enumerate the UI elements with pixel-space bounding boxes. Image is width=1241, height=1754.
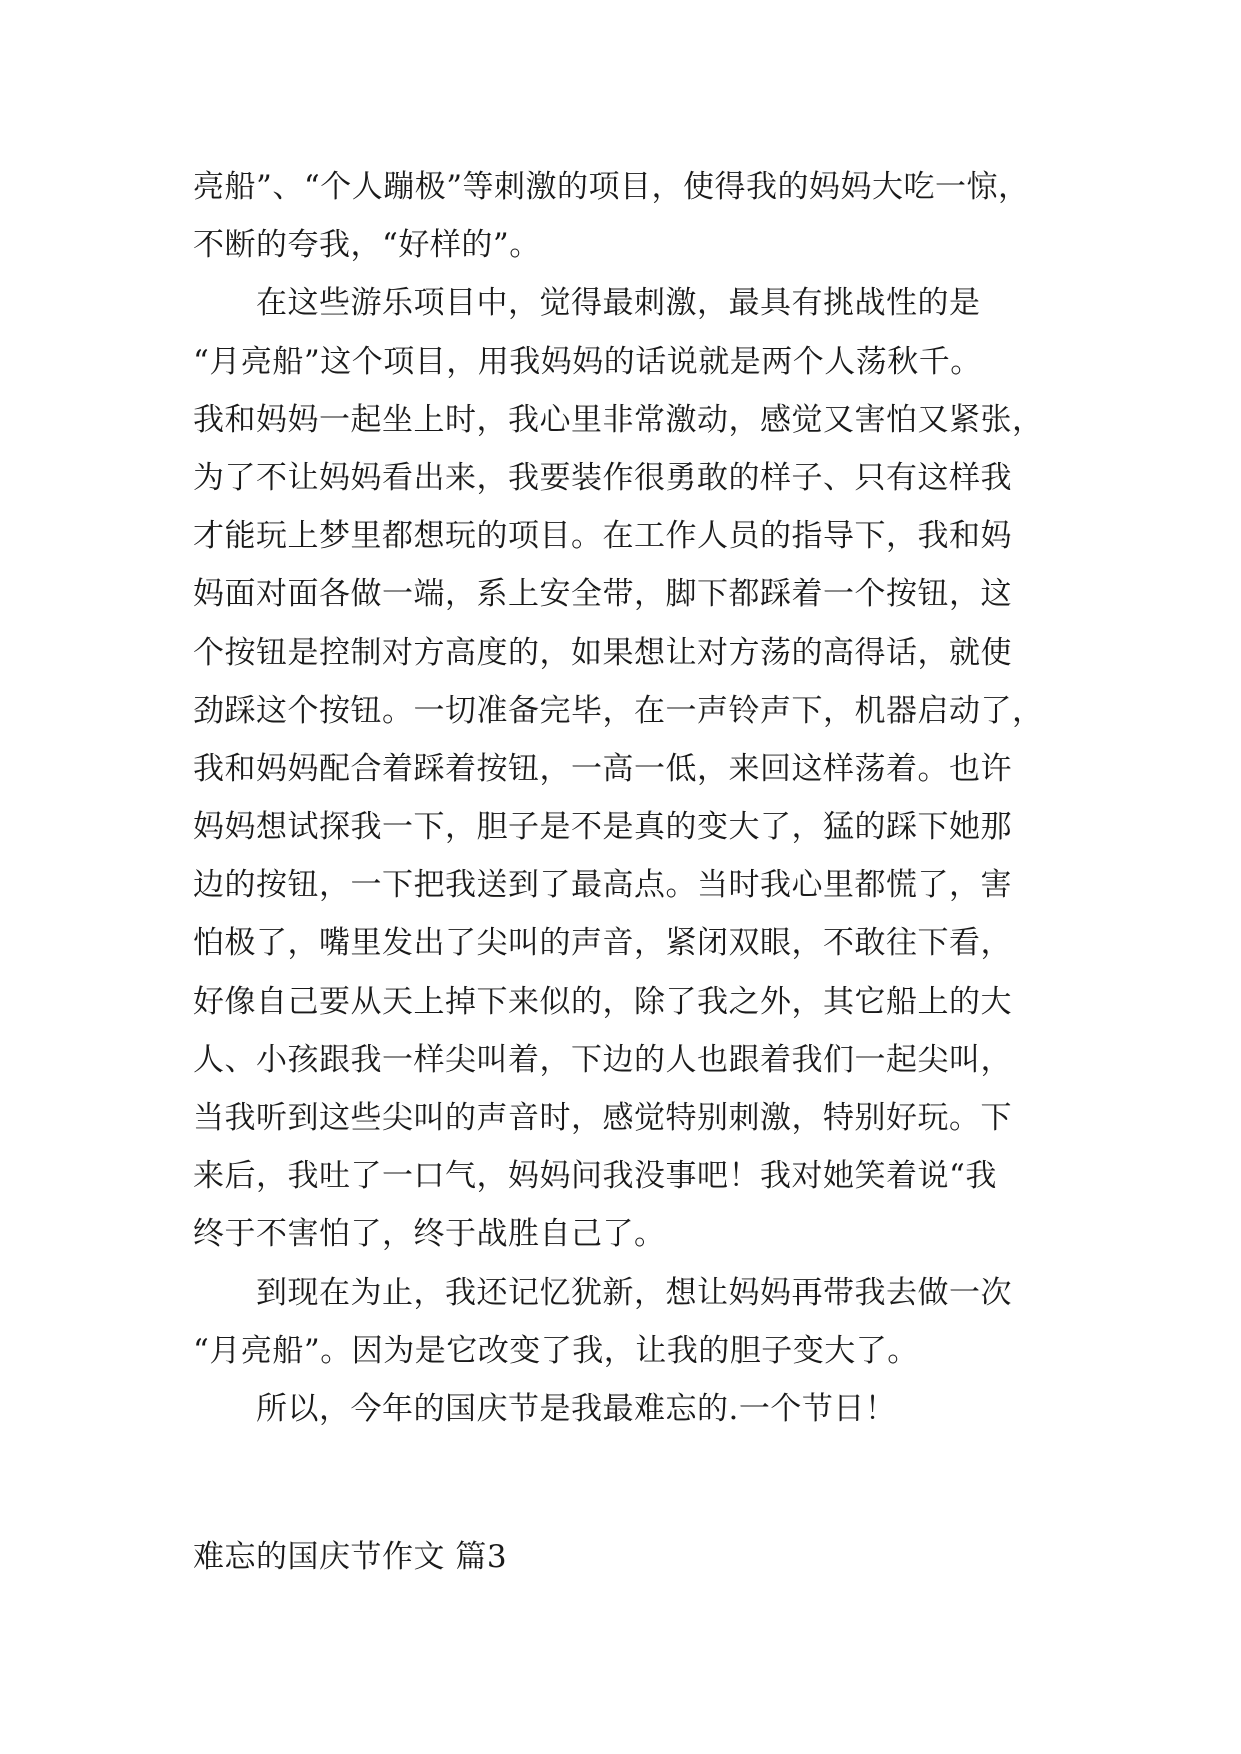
text-line: “月亮船”这个项目，用我妈妈的话说就是两个人荡秋千。 xyxy=(193,343,982,380)
text-line: 边的按钮，一下把我送到了最高点。当时我心里都慌了，害 xyxy=(193,867,1012,904)
text-line: “月亮船”。因为是它改变了我，让我的胆子变大了。 xyxy=(193,1332,919,1369)
text-line: 劲踩这个按钮。一切准备完毕，在一声铃声下，机器启动了， xyxy=(193,692,1044,729)
text-line: 不断的夸我，“好样的”。 xyxy=(193,227,541,264)
essay-body xyxy=(193,158,1073,1438)
text-line: 亮船”、“个人蹦极”等刺激的项目，使得我的妈妈大吃一惊， xyxy=(193,169,1030,205)
text-line: 好像自己要从天上掉下来似的，除了我之外，其它船上的大 xyxy=(193,983,1012,1020)
text-line: 怕极了，嘴里发出了尖叫的声音，紧闭双眼，不敢往下看， xyxy=(193,925,1012,962)
text-line: 才能玩上梦里都想玩的项目。在工作人员的指导下，我和妈 xyxy=(193,518,1012,555)
text-line: 我和妈妈配合着踩着按钮，一高一低，来回这样荡着。也许 xyxy=(193,750,1012,787)
text-line: 到现在为止，我还记忆犹新，想让妈妈再带我去做一次 xyxy=(193,1274,1012,1311)
text-line: 个按钮是控制对方高度的，如果想让对方荡的高得话，就使 xyxy=(193,634,1012,671)
text-line: 终于不害怕了，终于战胜自己了。 xyxy=(193,1216,666,1253)
section-heading: 难忘的国庆节作文 篇3 xyxy=(193,1539,508,1575)
text-line: 妈面对面各做一端，系上安全带，脚下都踩着一个按钮，这 xyxy=(193,576,1012,613)
text-line: 所以，今年的国庆节是我最难忘的.一个节日！ xyxy=(193,1390,897,1427)
text-line: 来后，我吐了一口气，妈妈问我没事吧！我对她笑着说“我 xyxy=(193,1158,997,1195)
text-line: 人、小孩跟我一样尖叫着，下边的人也跟着我们一起尖叫， xyxy=(193,1041,1012,1078)
text-line: 妈妈想试探我一下，胆子是不是真的变大了，猛的踩下她那 xyxy=(193,809,1012,846)
text-line: 在这些游乐项目中，觉得最刺激，最具有挑战性的是 xyxy=(193,285,981,322)
text-line: 为了不让妈妈看出来，我要装作很勇敢的样子、只有这样我 xyxy=(193,459,1012,496)
text-line: 当我听到这些尖叫的声音时，感觉特别刺激，特别好玩。下 xyxy=(193,1100,1012,1136)
text-line: 我和妈妈一起坐上时，我心里非常激动，感觉又害怕又紧张， xyxy=(193,401,1044,438)
